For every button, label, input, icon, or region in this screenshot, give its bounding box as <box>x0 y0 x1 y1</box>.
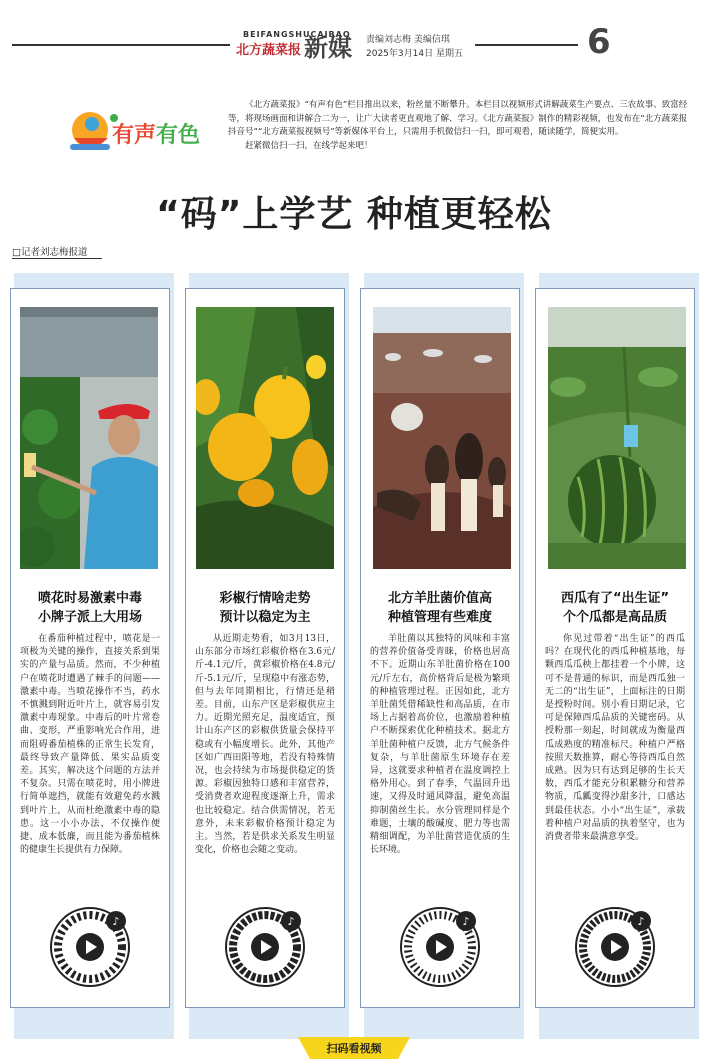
column-2-video-qr-code[interactable] <box>225 907 305 987</box>
column-1-title <box>11 589 169 627</box>
column-2-title-line-2: 预计以稳定为主 <box>219 610 311 625</box>
byline: □记者刘志梅报道 <box>12 247 88 258</box>
logo-text-a: 有声 <box>112 123 157 148</box>
column-2-title <box>186 589 344 627</box>
column-4-body-text: 你见过带着“出生证”的西瓜吗？在现代化的西瓜种植基地，每颗西瓜瓜秧上都挂着一个小牌，这可不是普通的标识，而是西瓜独一无二的“出生证”，上面标注的日期是授粉时间。别小看日期记录，它可是保障西瓜品质的关键密码。从授粉那一刻起，时间就成为衡量西瓜成熟度的精准标尺。种植户严格按照天数推算，耐心等待西瓜自然成熟。因为只有达到足够的生长天数，西瓜才能充分积累糖分和营养物质，瓜瓤变得沙甜多汁，口感达到最佳状态。小小“出生证”，承载着种植户对品质的执着坚守，也为消费者带来最满意享受。 <box>545 634 685 843</box>
column-1-title-line-1: 喷花时易激素中毒 <box>37 591 142 606</box>
date-line: 2025年3月14日 星期五 <box>366 49 463 59</box>
morel-mushroom-photo <box>373 307 511 569</box>
scan-video-label: 扫码看视频 <box>326 1042 382 1055</box>
page-number: 6 <box>587 22 611 62</box>
column-3-body <box>370 633 510 857</box>
editor-line: 责编刘志梅 美编信琪 <box>366 35 450 45</box>
column-1-title-line-2: 小牌子派上大用场 <box>37 610 142 625</box>
column-intro <box>228 99 688 153</box>
bell-pepper-photo <box>196 307 334 569</box>
column-1-video-qr-code[interactable] <box>50 907 130 987</box>
svg-text:♪: ♪ <box>112 915 120 928</box>
logo-text-b: 有色 <box>156 123 201 148</box>
column-4-video-qr-code[interactable] <box>575 907 655 987</box>
intro-paragraph: 《北方蔬菜报》“有声有色”栏目推出以来，粉丝量不断攀升。本栏目以视频形式讲解蔬菜生产要点、三农故事、致富经等，将现场画面和讲解合二为一，让广大读者更直观地了解、学习。《北方蔬菜报》制作的精彩视频，也发布在“北方蔬菜报抖音号”“北方蔬菜报视频号”等新媒体平台上，只需用手机微信扫一扫，即可观看，随读随学，简便实用。 <box>228 100 688 137</box>
svg-text:♪: ♪ <box>462 915 470 928</box>
svg-text:♪: ♪ <box>287 915 295 928</box>
page-headline: “码”上学艺 种植更轻松 <box>156 194 552 235</box>
header-rule-left <box>12 44 230 46</box>
column-logo-text <box>112 118 200 149</box>
paper-name-cn: 北方蔬菜报 <box>236 43 302 58</box>
column-4-title-line-1: 西瓜有了“出生证” <box>560 591 670 606</box>
intro-call-to-action: 赶紧微信扫一扫，在线学起来吧！ <box>245 140 373 151</box>
watermelon-photo <box>548 307 686 569</box>
column-3-title-line-1: 北方羊肚菌价值高 <box>387 591 492 606</box>
header-meta <box>366 33 463 61</box>
column-2-body-text: 从近期走势看，如3月13日，山东部分市场红彩椒价格在3.6元/斤-4.1元/斤，黄彩椒价格在4.8元/斤-5.1元/斤，呈现稳中有涨态势，但与去年同期相比，行情还是稍差。目前，山东产区是彩椒供应主力。近期光照充足，温度适宜，预计山东产区的彩椒供货量会保持平稳或有小幅度增长。此外，其他产区如广西田阳等地，若没有特殊情况，也会持续为市场提供稳定的货源。彩椒因独特口感和丰富营养，受消费者欢迎程度逐渐上升，需求也比较稳定。结合供需情况，若无意外，未来彩椒价格预计稳定为主。当然，若是供求关系发生明显变化，价格也会随之变动。 <box>195 634 335 856</box>
column-4-body <box>545 633 685 844</box>
column-3-title <box>361 589 519 627</box>
tomato-greenhouse-photo <box>20 307 158 569</box>
paper-name-en: BEIFANGSHUCAIBAO <box>243 30 351 39</box>
column-2-title-line-1: 彩椒行情啥走势 <box>219 591 311 606</box>
column-4-title <box>536 589 694 627</box>
column-1-body <box>20 633 160 857</box>
column-2-body <box>195 633 335 857</box>
section-name: 新媒 <box>304 34 352 62</box>
header-rule-right <box>475 44 578 46</box>
svg-text:♪: ♪ <box>637 915 645 928</box>
column-1-body-text: 在番茄种植过程中，喷花是一项极为关键的操作，直接关系到果实的产量与品质。然而，不少种植户在喷花时遭遇了棘手的问题——激素中毒。当喷花操作不当，药水不慎溅到附近叶片上，就容易引发激素中毒现象。中毒后的叶片常卷曲、变形，严重影响光合作用，进而阻碍番茄植株的正常生长发育，最终导致产量降低、果实品质变差。其实，解决这个问题的方法并不复杂。只需在喷花时，用小牌进行简单遮挡，就能有效避免药水溅到叶片上，从而杜绝激素中毒的隐患。这一小小办法，不仅操作便捷、成本低廉，而且能为番茄植株的健康生长提供有力保障。 <box>20 634 160 856</box>
column-3-body-text: 羊肚菌以其独特的风味和丰富的营养价值备受青睐，价格也居高不下。近期山东羊肚菌价格在100元/斤左右，高价格背后是极为繁琐的种植管理过程。正因如此，北方羊肚菌凭借稀缺性和高品质，在市场上占据着高价位，也激励着种植户不断探索优化种植技术。据北方羊肚菌种植户反馈，北方气候条件复杂，与羊肚菌原生环境存在差异，这就要求种植者在温度调控上格外用心。到了春季，气温回升迅速，又得及时通风降温，避免高温抑制菌丝生长。水分管理同样是个难题，土壤的酸碱度、肥力等也需精细调配，为羊肚菌营造优质的生长环境。 <box>370 634 510 856</box>
column-4-title-line-2: 个个瓜都是高品质 <box>562 610 667 625</box>
column-3-title-line-2: 种植管理有些难度 <box>387 610 492 625</box>
column-3-video-qr-code[interactable] <box>400 907 480 987</box>
byline-rule <box>12 258 102 259</box>
